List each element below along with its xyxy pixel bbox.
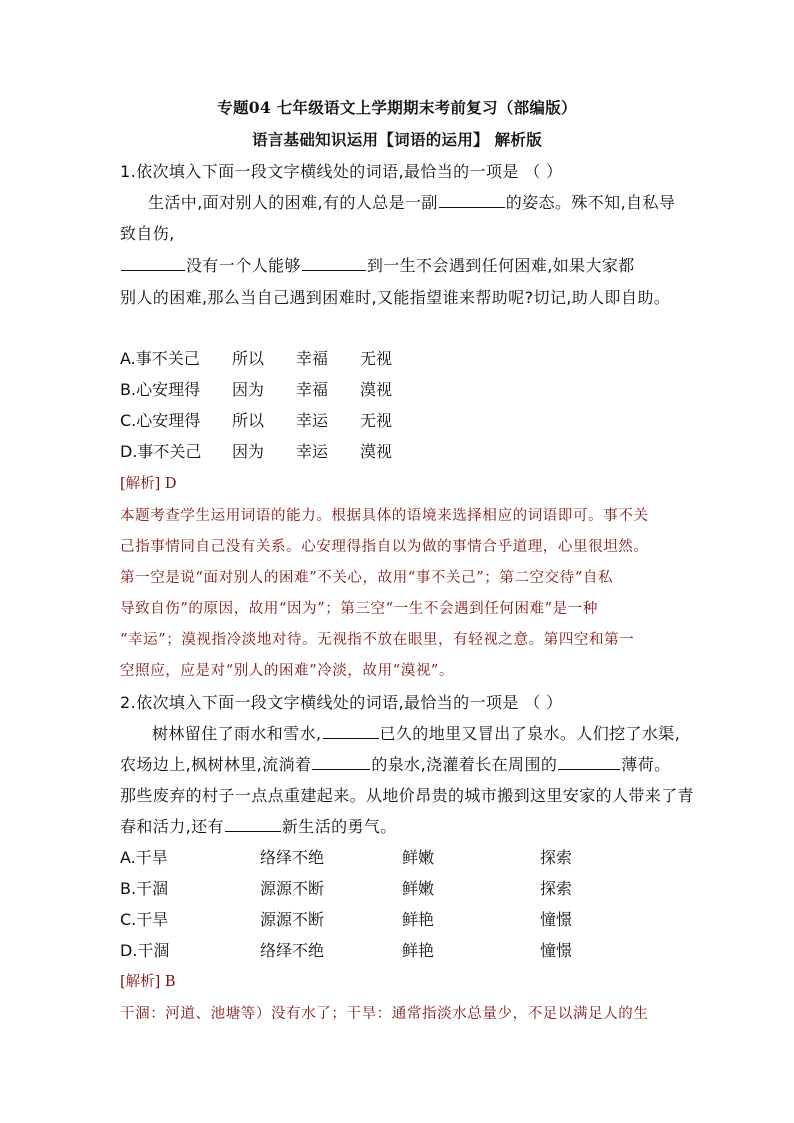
fill-blank [225,830,281,832]
question-1-explanation-line: 空照应，应是对“别人的困难”冷淡，故用“漠视”。 [120,663,455,679]
question-1-passage-line: 别人的困难,那么当自己遇到困难时,又能指望谁来帮助呢?切记,助人即自助。 [120,288,671,307]
question-1-explanation-line: “幸运”；漠视指冷淡地对待。无视指不放在眼里，有轻视之意。第四空和第一 [120,632,635,648]
question-1-stem: 1.依次填入下面一段文字横线处的词语,最恰当的一项是 （ ） [120,162,563,181]
document-page: 专题04 七年级语文上学期期末考前复习（部编版） 语言基础知识运用【词语的运用】 解析版 1.依次填入下面一段文字横线处的词语,最恰当的一项是 （ ） 生活中,面对别人的困难,有的人总是一副 的姿态。殊不知,自私导 致自伤, 没有一个人能够 到一生不会遇到任何困难,如果大家都 别人的困难,那么当自己遇到困难时,又能指望谁来帮助呢?切记,助人即自助。 A.事不关己 所以 幸福 无视 B.心安理得 因为 幸福 漠视 C.心安理得 所以 幸运 无视 D.事不关己 因为 幸运 漠视 [解析] D 本题考查学生运用词语的能力。根据具体的语境来选择相应的词语即可。事不关 己指事情同自己没有关系。心安理得指自以为做的事情合乎道理，心里很坦然。 第一空是说“面对别人的困难”不关心，故用“事不关己”；第二空交待“自私 导致自伤”的原因，故用“因为”；第三空“一生不会遇到任何困难”是一种 “幸运”；漠视指冷淡地对待。无视指不放在眼里，有轻视之意。第四空和第一 空照应，应是对“别人的困难”冷淡，故用“漠视”。 2.依次填入下面一段文字横线处的词语,最恰当的一项是 （ ） 树林留住了雨水和雪水, 已久的地里又冒出了泉水。人们挖了水渠, 农场边上,枫树林里,流淌着 的泉水,浇灌着长在周围的 薄荷。 那些废弃的村子一点点重建起来。从地价昂贵的城市搬到这里安家的人带来了青 春和活力,还有 新生活的勇气。 A.干旱 络绎不绝 鲜嫩 探索 B.干涸 源源不断 鲜嫩 探索 C.干旱 源源不断 鲜艳 憧憬 D.干涸 络绎不绝 鲜艳 憧憬 [解析] B 干涸：河道、池塘等）没有水了；干旱：通常指淡水总量少，不足以满足人的生 [0,0,794,1123]
question-2-passage-line: 春和活力,还有 新生活的勇气。 [120,817,397,836]
fill-blank [121,269,185,271]
document-title: 专题04 七年级语文上学期期末考前复习（部编版） [217,98,577,117]
fill-blank [558,768,620,770]
fill-blank [439,206,505,208]
question-2-passage-line: 农场边上,枫树林里,流淌着 的泉水,浇灌着长在周围的 薄荷。 [120,755,671,774]
question-1-explanation-line: 本题考查学生运用词语的能力。根据具体的语境来选择相应的词语即可。事不关 [120,508,649,524]
question-2-passage-line: 那些废弃的村子一点点重建起来。从地价昂贵的城市搬到这里安家的人带来了青 [120,786,695,805]
question-1-answer: [解析] D [120,476,177,492]
document-subtitle: 语言基础知识运用【词语的运用】 解析版 [251,130,543,149]
question-1-passage-line: 生活中,面对别人的困难,有的人总是一副 的姿态。殊不知,自私导 [148,193,676,212]
fill-blank [312,768,370,770]
question-2-passage-line: 树林留住了雨水和雪水, 已久的地里又冒出了泉水。人们挖了水渠, [152,724,681,743]
fill-blank [323,737,379,739]
question-1-explanation-line: 第一空是说“面对别人的困难”不关心，故用“事不关己”；第二空交待“自私 [120,570,614,586]
question-2-stem: 2.依次填入下面一段文字横线处的词语,最恰当的一项是 （ ） [120,693,563,712]
question-1-passage-line: 致自伤, [120,224,175,243]
question-1-explanation-line: 己指事情同自己没有关系。心安理得指自以为做的事情合乎道理，心里很坦然。 [120,539,649,555]
question-1-passage-line: 没有一个人能够 到一生不会遇到任何困难,如果大家都 [120,253,635,276]
question-1-explanation-line: 导致自伤”的原因，故用“因为”；第三空“一生不会遇到任何困难”是一种 [120,601,598,617]
question-2-explanation-line: 干涸：河道、池塘等）没有水了；干旱：通常指淡水总量少，不足以满足人的生 [120,1006,649,1022]
question-2-answer: [解析] B [120,974,176,990]
fill-blank [302,269,366,271]
